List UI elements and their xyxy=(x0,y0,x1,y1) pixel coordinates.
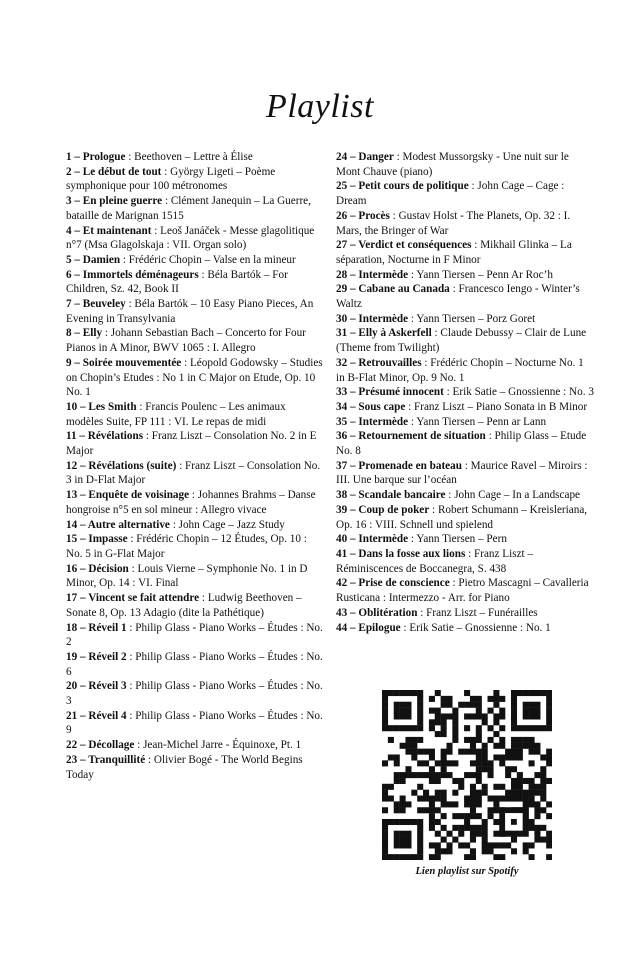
track-work: Erik Satie – Gnossienne : No. 3 xyxy=(452,386,594,399)
track-chapter-name: Beuveley xyxy=(82,298,126,311)
track-chapter-name: Prologue xyxy=(82,151,126,163)
track-chapter-name: Présumé innocent xyxy=(358,386,444,399)
playlist-entry: 7 – Beuveley : Béla Bartók – 10 Easy Piano Pieces, An Evening in Transylvania xyxy=(66,298,314,325)
playlist-entry: 14 – Autre alternative : John Cage – Jazz Study xyxy=(66,518,285,531)
track-chapter-name: Décollage xyxy=(88,739,135,752)
playlist-entry: 26 – Procès : Gustav Holst - The Planets, Op. 32 : I. Mars, the Bringer of War xyxy=(336,209,571,237)
playlist-column-right xyxy=(336,150,594,635)
track-chapter-name: Décision xyxy=(88,562,129,575)
playlist-entry: 44 – Epilogue : Erik Satie – Gnossienne : No. 1 xyxy=(336,621,551,634)
playlist-entry: 8 – Elly : Johann Sebastian Bach – Concerto for Four Pianos in A Minor, BWV 1065 : I. Allegro xyxy=(66,327,306,355)
track-heading: 16 – Décision xyxy=(66,562,129,575)
track-heading: 39 – Coup de poker xyxy=(336,503,430,516)
track-chapter-name: Retrouvailles xyxy=(358,356,422,369)
track-work: Philip Glass - Piano Works – Études : No. 2 xyxy=(66,621,323,649)
track-number: 25 xyxy=(336,180,348,193)
track-number: 40 xyxy=(336,533,348,546)
track-chapter-name: Scandale bancaire xyxy=(358,489,446,502)
track-number: 38 xyxy=(336,489,348,502)
track-chapter-name: Elly xyxy=(82,327,103,340)
track-number: 34 xyxy=(336,400,348,413)
page-title: Playlist xyxy=(266,88,374,125)
track-heading: 13 – Enquête de voisinage xyxy=(66,489,190,502)
track-number: 35 xyxy=(336,415,348,428)
track-heading: 25 – Petit cours de politique xyxy=(336,180,469,193)
track-chapter-name: Soirée mouvementée xyxy=(82,356,182,369)
track-chapter-name: Intermède xyxy=(358,312,409,325)
track-number: 19 xyxy=(66,650,78,663)
playlist-entry: 36 – Retournement de situation : Philip Glass – Etude No. 8 xyxy=(336,430,587,458)
playlist-entry: 32 – Retrouvailles : Frédéric Chopin – Nocturne No. 1 in B-Flat Minor, Op. 9 No. 1 xyxy=(336,356,584,384)
track-chapter-name: Intermède xyxy=(358,415,409,428)
track-number: 33 xyxy=(336,386,348,399)
track-chapter-name: Retournement de situation xyxy=(358,430,486,443)
track-work: Franz Liszt – Consolation No. 2 in E Major xyxy=(66,430,317,458)
track-work: Philip Glass - Piano Works – Études : No. 9 xyxy=(66,709,323,737)
playlist-entry: 13 – Enquête de voisinage : Johannes Brahms – Danse hongroise n°5 en sol mineur : Allegro vivace xyxy=(66,489,316,516)
track-work: Franz Liszt – Piano Sonata in B Minor xyxy=(414,400,588,413)
track-heading: 19 – Réveil 2 xyxy=(66,650,127,663)
track-heading: 10 – Les Smith xyxy=(66,400,137,413)
track-work: John Cage – In a Landscape xyxy=(454,489,581,502)
track-chapter-name: Intermède xyxy=(358,533,409,546)
playlist-entry: 23 – Tranquillité : Olivier Bogé - The World Begins Today xyxy=(66,753,303,781)
track-chapter-name: En pleine guerre xyxy=(82,195,163,208)
track-work: Philip Glass - Piano Works – Études : No. 6 xyxy=(66,650,323,678)
track-work: Francesco Iengo - Winter’s Waltz xyxy=(336,283,580,311)
track-heading: 32 – Retrouvailles xyxy=(336,356,422,369)
playlist-entry: 38 – Scandale bancaire : John Cage – In a Landscape xyxy=(336,489,581,502)
track-chapter-name: Elly à Askerfell xyxy=(358,327,432,340)
track-number: 37 xyxy=(336,459,348,472)
playlist-entry: 42 – Prise de conscience : Pietro Mascagni – Cavalleria Rusticana : Intermezzo - Arr. for Piano xyxy=(336,577,589,605)
track-chapter-name: Sous cape xyxy=(358,400,406,413)
playlist-entry: 34 – Sous cape : Franz Liszt – Piano Sonata in B Minor xyxy=(336,400,588,413)
track-work: Frédéric Chopin – 12 Études, Op. 10 : No. 5 in G-Flat Major xyxy=(66,533,307,560)
track-chapter-name: Promenade en bateau xyxy=(358,459,462,472)
track-heading: 12 – Révélations (suite) xyxy=(66,459,177,472)
track-work: Franz Liszt – Réminiscences de Boccanegra, S. 438 xyxy=(336,547,534,575)
track-chapter-name: Réveil 2 xyxy=(88,650,127,663)
track-heading: 43 – Oblitération xyxy=(336,606,418,619)
track-number: 29 xyxy=(336,283,348,296)
track-chapter-name: Tranquillité xyxy=(88,753,146,766)
track-heading: 34 – Sous cape xyxy=(336,400,406,413)
track-number: 5 xyxy=(66,253,72,266)
track-work: Beethoven – Lettre à Élise xyxy=(134,151,253,163)
track-work: Pietro Mascagni – Cavalleria Rusticana : Intermezzo - Arr. for Piano xyxy=(336,577,589,605)
track-work: Franz Liszt – Consolation No. 3 in D-Flat Major xyxy=(66,459,321,487)
playlist-entry: 4 – Et maintenant : Leoš Janáček - Messe glagolitique n°7 (Msa Glagolskaja : VII. Organ solo) xyxy=(66,224,315,252)
track-number: 42 xyxy=(336,577,348,590)
playlist-entry: 39 – Coup de poker : Robert Schumann – Kreisleriana, Op. 16 : VIII. Schnell und spielend xyxy=(336,503,588,531)
playlist-entry: 10 – Les Smith : Francis Poulenc – Les animaux modèles Suite, FP 111 : VI. Le repas de midi xyxy=(66,400,286,428)
track-number: 12 xyxy=(66,459,78,472)
track-work: Philip Glass - Piano Works – Études : No. 3 xyxy=(66,680,323,708)
track-work: John Cage – Jazz Study xyxy=(178,518,285,531)
track-chapter-name: Petit cours de politique xyxy=(358,180,469,193)
track-number: 6 xyxy=(66,268,72,281)
track-work: Jean-Michel Jarre - Équinoxe, Pt. 1 xyxy=(143,739,302,752)
track-work: Yann Tiersen – Pern xyxy=(416,533,507,546)
track-work: Johann Sebastian Bach – Concerto for Four Pianos in A Minor, BWV 1065 : I. Allegro xyxy=(66,327,306,355)
track-number: 22 xyxy=(66,739,78,752)
track-heading: 24 – Danger xyxy=(336,151,394,163)
track-work: Mikhail Glinka – La séparation, Nocturne in F Minor xyxy=(336,239,572,266)
playlist-entry: 24 – Danger : Modest Mussorgsky - Une nuit sur le Mont Chauve (piano) xyxy=(336,151,569,178)
track-chapter-name: Prise de conscience xyxy=(358,577,450,590)
playlist-entry: 6 – Immortels déménageurs : Béla Bartók – For Children, Sz. 42, Book II xyxy=(66,268,288,296)
track-number: 23 xyxy=(66,753,78,766)
track-work: Ludwig Beethoven – Sonate 8, Op. 13 Adagio (dite la Pathétique) xyxy=(66,592,302,619)
track-heading: 8 – Elly xyxy=(66,327,103,340)
playlist-entry: 29 – Cabane au Canada : Francesco Iengo - Winter’s Waltz xyxy=(336,283,580,311)
playlist-entry: 11 – Révélations : Franz Liszt – Consolation No. 2 in E Major xyxy=(66,430,317,458)
track-number: 31 xyxy=(336,327,348,340)
playlist-entry: 30 – Intermède : Yann Tiersen – Porz Goret xyxy=(336,312,536,325)
track-heading: 5 – Damien xyxy=(66,253,121,266)
track-work: Yann Tiersen – Porz Goret xyxy=(416,312,536,325)
track-number: 39 xyxy=(336,503,348,516)
track-heading: 22 – Décollage xyxy=(66,739,135,752)
track-number: 24 xyxy=(336,151,348,163)
track-chapter-name: Les Smith xyxy=(88,400,137,413)
track-number: 14 xyxy=(66,518,78,531)
track-heading: 40 – Intermède xyxy=(336,533,409,546)
track-number: 8 xyxy=(66,327,72,340)
track-heading: 23 – Tranquillité xyxy=(66,753,146,766)
track-number: 17 xyxy=(66,592,78,605)
track-number: 43 xyxy=(336,606,348,619)
track-number: 30 xyxy=(336,312,348,325)
track-heading: 28 – Intermède xyxy=(336,268,409,281)
track-chapter-name: Impasse xyxy=(88,533,128,546)
track-chapter-name: Damien xyxy=(82,253,121,266)
playlist-entry: 20 – Réveil 3 : Philip Glass - Piano Works – Études : No. 3 xyxy=(66,680,323,708)
track-heading: 35 – Intermède xyxy=(336,415,409,428)
qr-block xyxy=(382,690,552,877)
track-work: Frédéric Chopin – Nocturne No. 1 in B-Flat Minor, Op. 9 No. 1 xyxy=(336,356,584,384)
track-heading: 18 – Réveil 1 xyxy=(66,621,127,634)
track-work: Frédéric Chopin – Valse en la mineur xyxy=(128,253,296,266)
track-heading: 11 – Révélations xyxy=(66,430,144,443)
track-chapter-name: Autre alternative xyxy=(87,518,170,531)
track-number: 16 xyxy=(66,562,78,575)
track-chapter-name: Immortels déménageurs xyxy=(82,268,199,281)
playlist-entry: 9 – Soirée mouvementée : Léopold Godowsky – Studies on Chopin’s Etudes : No 1 in C Major on Etude, Op. 10 No. 1 xyxy=(66,356,323,399)
playlist-entry: 35 – Intermède : Yann Tiersen – Penn ar Lann xyxy=(336,415,547,428)
track-chapter-name: Verdict et conséquences xyxy=(358,239,472,252)
qr-caption: Lien playlist sur Spotify xyxy=(415,866,519,877)
track-heading: 14 – Autre alternative xyxy=(66,518,170,531)
track-heading: 7 – Beuveley xyxy=(66,298,126,311)
track-chapter-name: Révélations xyxy=(87,430,144,443)
track-number: 7 xyxy=(66,298,72,311)
track-number: 20 xyxy=(66,680,78,693)
track-heading: 3 – En pleine guerre xyxy=(66,195,163,208)
track-work: Modest Mussorgsky - Une nuit sur le Mont Chauve (piano) xyxy=(336,151,569,178)
track-number: 3 xyxy=(66,195,72,208)
track-chapter-name: Révélations (suite) xyxy=(88,459,177,472)
track-heading: 29 – Cabane au Canada xyxy=(336,283,450,296)
playlist-entry: 22 – Décollage : Jean-Michel Jarre - Équinoxe, Pt. 1 xyxy=(66,739,302,752)
playlist-entry: 40 – Intermède : Yann Tiersen – Pern xyxy=(336,533,507,546)
track-number: 13 xyxy=(66,489,78,502)
track-work: Robert Schumann – Kreisleriana, Op. 16 : VIII. Schnell und spielend xyxy=(336,503,588,531)
track-number: 9 xyxy=(66,356,72,369)
track-number: 21 xyxy=(66,709,78,722)
playlist-entry: 27 – Verdict et conséquences : Mikhail Glinka – La séparation, Nocturne in F Minor xyxy=(336,239,572,266)
track-number: 32 xyxy=(336,356,348,369)
track-work: Yann Tiersen – Penn Ar Roc’h xyxy=(416,268,553,281)
playlist-entry: 18 – Réveil 1 : Philip Glass - Piano Works – Études : No. 2 xyxy=(66,621,323,649)
track-heading: 38 – Scandale bancaire xyxy=(336,489,446,502)
track-chapter-name: Danger xyxy=(358,151,394,163)
track-heading: 15 – Impasse xyxy=(66,533,128,546)
track-heading: 36 – Retournement de situation xyxy=(336,430,486,443)
playlist-entry: 5 – Damien : Frédéric Chopin – Valse en la mineur xyxy=(66,253,296,266)
playlist-entry: 33 – Présumé innocent : Erik Satie – Gnossienne : No. 3 xyxy=(336,386,594,399)
track-number: 10 xyxy=(66,400,78,413)
track-number: 1 xyxy=(66,151,72,163)
track-heading: 2 – Le début de tout xyxy=(66,165,162,178)
track-heading: 42 – Prise de conscience xyxy=(336,577,450,590)
track-heading: 4 – Et maintenant xyxy=(66,224,152,237)
track-work: Gustav Holst - The Planets, Op. 32 : I. Mars, the Bringer of War xyxy=(336,209,571,237)
playlist-entry: 41 – Dans la fosse aux lions : Franz Liszt – Réminiscences de Boccanegra, S. 438 xyxy=(336,547,534,575)
playlist-entry: 2 – Le début de tout : György Ligeti – Poème symphonique pour 100 métronomes xyxy=(66,165,276,193)
playlist-entry: 17 – Vincent se fait attendre : Ludwig Beethoven – Sonate 8, Op. 13 Adagio (dite la Pathétique) xyxy=(66,592,302,619)
track-heading: 20 – Réveil 3 xyxy=(66,680,127,693)
playlist-entry: 25 – Petit cours de politique : John Cage – Cage : Dream xyxy=(336,180,565,208)
playlist-entry: 16 – Décision : Louis Vierne – Symphonie No. 1 in D Minor, Op. 14 : VI. Final xyxy=(66,562,308,590)
track-work: Francis Poulenc – Les animaux modèles Suite, FP 111 : VI. Le repas de midi xyxy=(66,400,286,428)
track-number: 2 xyxy=(66,165,72,178)
track-chapter-name: Cabane au Canada xyxy=(358,283,450,296)
track-work: Erik Satie – Gnossienne : No. 1 xyxy=(409,621,551,634)
track-work: György Ligeti – Poème symphonique pour 100 métronomes xyxy=(66,165,276,193)
playlist-entry: 12 – Révélations (suite) : Franz Liszt – Consolation No. 3 in D-Flat Major xyxy=(66,459,321,487)
track-heading: 6 – Immortels déménageurs xyxy=(66,268,199,281)
track-heading: 31 – Elly à Askerfell xyxy=(336,327,432,340)
track-work: Claude Debussy – Clair de Lune (Theme from Twilight) xyxy=(336,327,587,355)
track-number: 27 xyxy=(336,239,348,252)
track-work: Léopold Godowsky – Studies on Chopin’s Etudes : No 1 in C Major on Etude, Op. 10 No. 1 xyxy=(66,356,323,399)
track-heading: 27 – Verdict et conséquences xyxy=(336,239,472,252)
track-heading: 26 – Procès xyxy=(336,209,390,222)
playlist-entry: 1 – Prologue : Beethoven – Lettre à Élise xyxy=(66,151,253,163)
track-heading: 44 – Epilogue xyxy=(336,621,401,634)
track-heading: 41 – Dans la fosse aux lions xyxy=(336,547,466,560)
track-chapter-name: Oblitération xyxy=(358,606,418,619)
track-chapter-name: Réveil 1 xyxy=(88,621,127,634)
track-number: 4 xyxy=(66,224,72,237)
track-chapter-name: Réveil 4 xyxy=(88,709,127,722)
track-number: 18 xyxy=(66,621,78,634)
track-chapter-name: Vincent se fait attendre xyxy=(88,592,200,605)
playlist-entry: 19 – Réveil 2 : Philip Glass - Piano Works – Études : No. 6 xyxy=(66,650,323,678)
track-number: 11 xyxy=(66,430,77,443)
playlist-entry: 28 – Intermède : Yann Tiersen – Penn Ar Roc’h xyxy=(336,268,553,281)
track-chapter-name: Intermède xyxy=(358,268,409,281)
track-chapter-name: Et maintenant xyxy=(82,224,152,237)
track-heading: 9 – Soirée mouvementée xyxy=(66,356,182,369)
playlist-entry: 31 – Elly à Askerfell : Claude Debussy – Clair de Lune (Theme from Twilight) xyxy=(336,327,587,355)
track-work: Olivier Bogé - The World Begins Today xyxy=(66,753,303,781)
track-work: Louis Vierne – Symphonie No. 1 in D Minor, Op. 14 : VI. Final xyxy=(66,562,308,590)
track-chapter-name: Réveil 3 xyxy=(88,680,127,693)
track-chapter-name: Procès xyxy=(358,209,390,222)
playlist-entry: 37 – Promenade en bateau : Maurice Ravel – Miroirs : III. Une barque sur l’océan xyxy=(336,459,588,487)
track-heading: 33 – Présumé innocent xyxy=(336,386,444,399)
track-heading: 21 – Réveil 4 xyxy=(66,709,127,722)
track-work: Béla Bartók – 10 Easy Piano Pieces, An Evening in Transylvania xyxy=(66,298,314,325)
track-chapter-name: Epilogue xyxy=(358,621,401,634)
track-chapter-name: Coup de poker xyxy=(358,503,430,516)
track-number: 36 xyxy=(336,430,348,443)
playlist-entry: 3 – En pleine guerre : Clément Janequin – La Guerre, bataille de Marignan 1515 xyxy=(66,195,311,222)
track-heading: 30 – Intermède xyxy=(336,312,409,325)
track-number: 28 xyxy=(336,268,348,281)
track-work: Clément Janequin – La Guerre, bataille de Marignan 1515 xyxy=(66,195,311,222)
track-work: Johannes Brahms – Danse hongroise n°5 en sol mineur : Allegro vivace xyxy=(66,489,316,516)
playlist-entry: 43 – Oblitération : Franz Liszt – Funérailles xyxy=(336,606,538,619)
track-work: John Cage – Cage : Dream xyxy=(336,180,565,208)
track-heading: 1 – Prologue xyxy=(66,151,126,163)
track-work: Leoš Janáček - Messe glagolitique n°7 (Msa Glagolskaja : VII. Organ solo) xyxy=(66,224,315,252)
track-heading: 17 – Vincent se fait attendre xyxy=(66,592,200,605)
track-number: 44 xyxy=(336,621,348,634)
playlist-column-left xyxy=(66,150,324,782)
track-work: Yann Tiersen – Penn ar Lann xyxy=(416,415,547,428)
track-work: Franz Liszt – Funérailles xyxy=(426,606,538,619)
track-number: 15 xyxy=(66,533,78,546)
track-chapter-name: Dans la fosse aux lions xyxy=(358,547,466,560)
track-heading: 37 – Promenade en bateau xyxy=(336,459,462,472)
track-work: Maurice Ravel – Miroirs : III. Une barque sur l’océan xyxy=(336,459,588,487)
track-work: Philip Glass – Etude No. 8 xyxy=(336,430,587,458)
playlist-entry: 15 – Impasse : Frédéric Chopin – 12 Études, Op. 10 : No. 5 in G-Flat Major xyxy=(66,533,307,560)
track-number: 41 xyxy=(336,547,348,560)
qr-code-icon[interactable] xyxy=(382,690,552,860)
playlist-entry: 21 – Réveil 4 : Philip Glass - Piano Works – Études : No. 9 xyxy=(66,709,323,737)
track-chapter-name: Le début de tout xyxy=(82,165,162,178)
track-work: Béla Bartók – For Children, Sz. 42, Book II xyxy=(66,268,288,296)
track-chapter-name: Enquête de voisinage xyxy=(88,489,190,502)
track-number: 26 xyxy=(336,209,348,222)
